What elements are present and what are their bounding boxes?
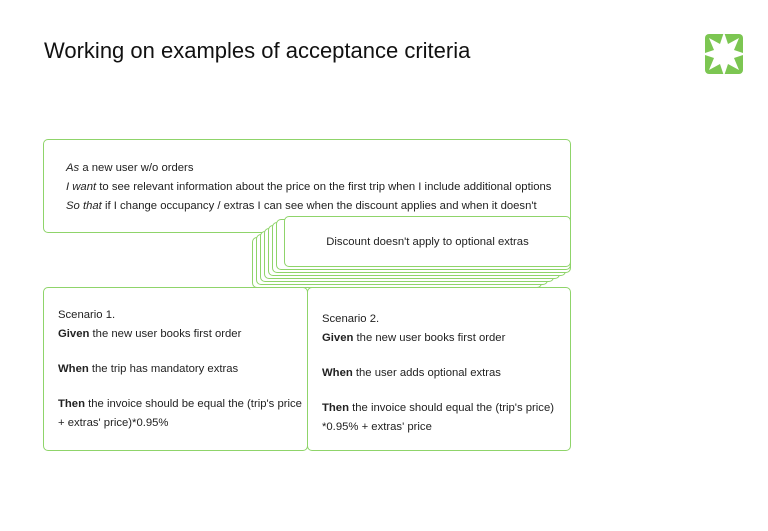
given-text: the new user books first order: [89, 328, 242, 340]
when-keyword: When: [322, 367, 353, 379]
when-text: the trip has mandatory extras: [88, 363, 239, 375]
when-text: the user adds optional extras: [352, 367, 501, 379]
scenario-card-1: [43, 287, 308, 451]
then-keyword: Then: [322, 402, 349, 414]
then-text: the invoice should equal the (trip's price): [349, 402, 554, 414]
i-want-keyword: I want: [66, 181, 97, 193]
rule-card: [284, 216, 571, 267]
scenario-card-2: [307, 287, 571, 451]
so-that-keyword: So that: [66, 200, 102, 212]
given-keyword: Given: [58, 328, 90, 340]
story-line: a new user w/o orders: [79, 162, 194, 174]
then-text-continued: + extras' price)*0.95%: [58, 417, 169, 429]
then-keyword: Then: [58, 398, 85, 410]
given-text: the new user books first order: [353, 332, 506, 344]
scenario-title: Scenario 2.: [322, 313, 380, 325]
given-keyword: Given: [322, 332, 354, 344]
as-keyword: As: [66, 162, 80, 174]
then-text-continued: *0.95% + extras' price: [322, 421, 432, 433]
logo-icon: [705, 34, 743, 74]
story-line: if I change occupancy / extras I can see when the discount applies and when it doesn't: [101, 200, 537, 212]
page-title: Working on examples of acceptance criteria: [44, 38, 471, 63]
rule-text: Discount doesn't apply to optional extras: [326, 236, 529, 248]
scenario-title: Scenario 1.: [58, 309, 116, 321]
when-keyword: When: [58, 363, 89, 375]
story-line: to see relevant information about the price on the first trip when I include additional options: [96, 181, 552, 193]
then-text: the invoice should be equal the (trip's price: [85, 398, 302, 410]
